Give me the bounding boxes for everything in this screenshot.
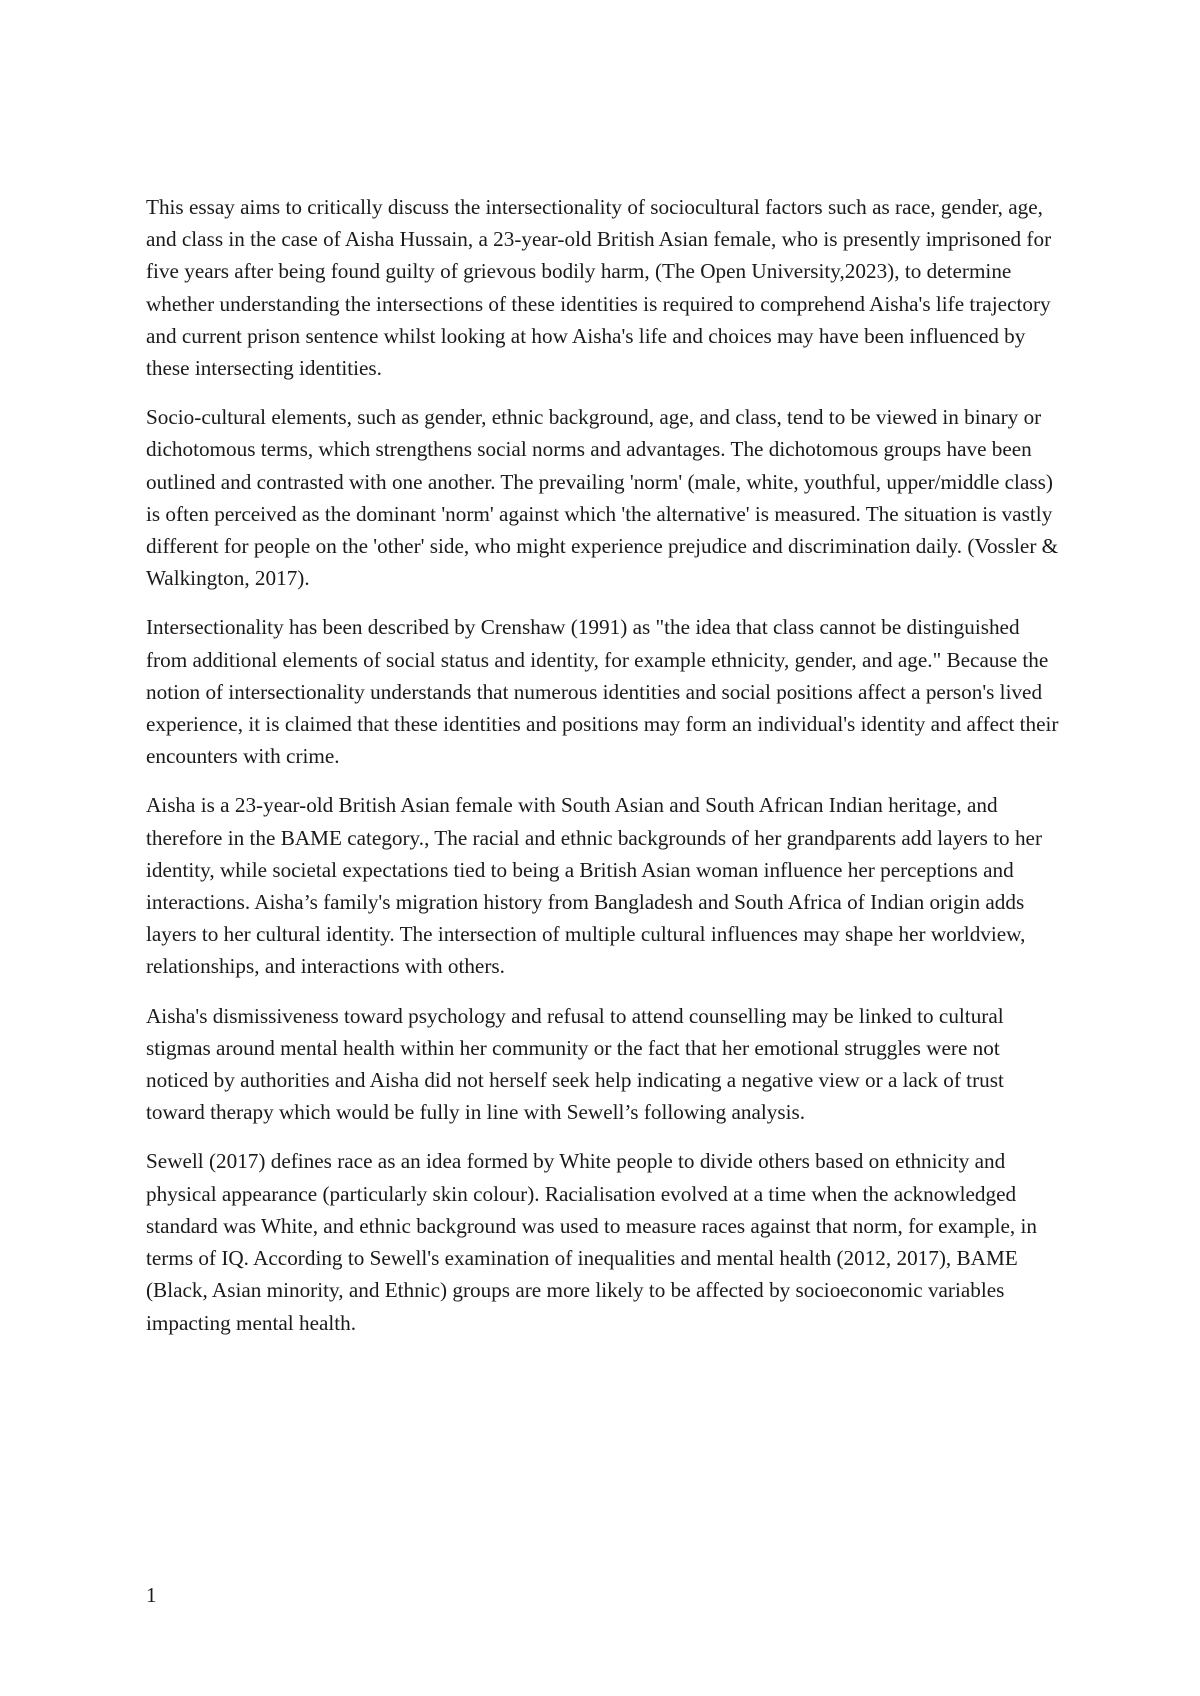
paragraph-socio-cultural-elements: Socio-cultural elements, such as gender, ethnic background, age, and class, tend to be viewed in binary or dichotomous terms, which strengthens social norms and advantages. The dichotomous groups have been outlined and contrasted with one another. The prevailing 'norm' (male, white, youthful, upper/middle class) is often perceived as the dominant 'norm' against which 'the alternative' is measured. The situation is vastly different for people on the 'other' side, who might experience prejudice and discrimination daily. (Vossler & Walkington, 2017). — [146, 405, 1059, 591]
paragraph-aisha-background: Aisha is a 23-year-old British Asian female with South Asian and South African Indian heritage, and therefore in the BAME category., The racial and ethnic backgrounds of her grandparents add layers to her identity, while societal expectations tied to being a British Asian woman influence her perceptions and interactions. Aisha’s family's migration history from Bangladesh and South Africa of Indian origin adds layers to her cultural identity. The intersection of multiple cultural influences may shape her worldview, relationships, and interactions with others. — [146, 793, 1042, 979]
paragraph-mental-health-attitudes: Aisha's dismissiveness toward psychology and refusal to attend counselling may be linked to cultural stigmas around mental health within her community or the fact that her emotional struggles were not noticed by authorities and Aisha did not herself seek help indicating a negative view or a lack of trust toward therapy which would be fully in line with Sewell’s following analysis. — [146, 1003, 1004, 1125]
paragraph-introduction: This essay aims to critically discuss the intersectionality of sociocultural factors such as race, gender, age, and class in the case of Aisha Hussain, a 23-year-old British Asian female, who is presently imprisoned for five years after being found guilty of grievous bodily harm, (The Open University,2023), to determine whether understanding the intersections of these identities is required to comprehend Aisha's life trajectory and current prison sentence whilst looking at how Aisha's life and choices may have been influenced by these intersecting identities. — [146, 195, 1052, 381]
paragraph-intersectionality-definition: Intersectionality has been described by Crenshaw (1991) as "the idea that class cannot be distinguished from additional elements of social status and identity, for example ethnicity, gender, and age." Because the notion of intersectionality understands that numerous identities and social positions affect a person's lived experience, it is claimed that these identities and positions may form an individual's identity and affect their encounters with crime. — [146, 615, 1059, 769]
paragraph-sewell-race: Sewell (2017) defines race as an idea formed by White people to divide others based on ethnicity and physical appearance (particularly skin colour). Racialisation evolved at a time when the acknowledged standard was White, and ethnic background was used to measure races against that norm, for example, in terms of IQ. According to Sewell's examination of inequalities and mental health (2012, 2017), BAME (Black, Asian minority, and Ethnic) groups are more likely to be affected by socioeconomic variables impacting mental health. — [146, 1149, 1037, 1335]
essay-body — [146, 191, 1066, 1356]
page-number: 1 — [146, 1583, 157, 1607]
